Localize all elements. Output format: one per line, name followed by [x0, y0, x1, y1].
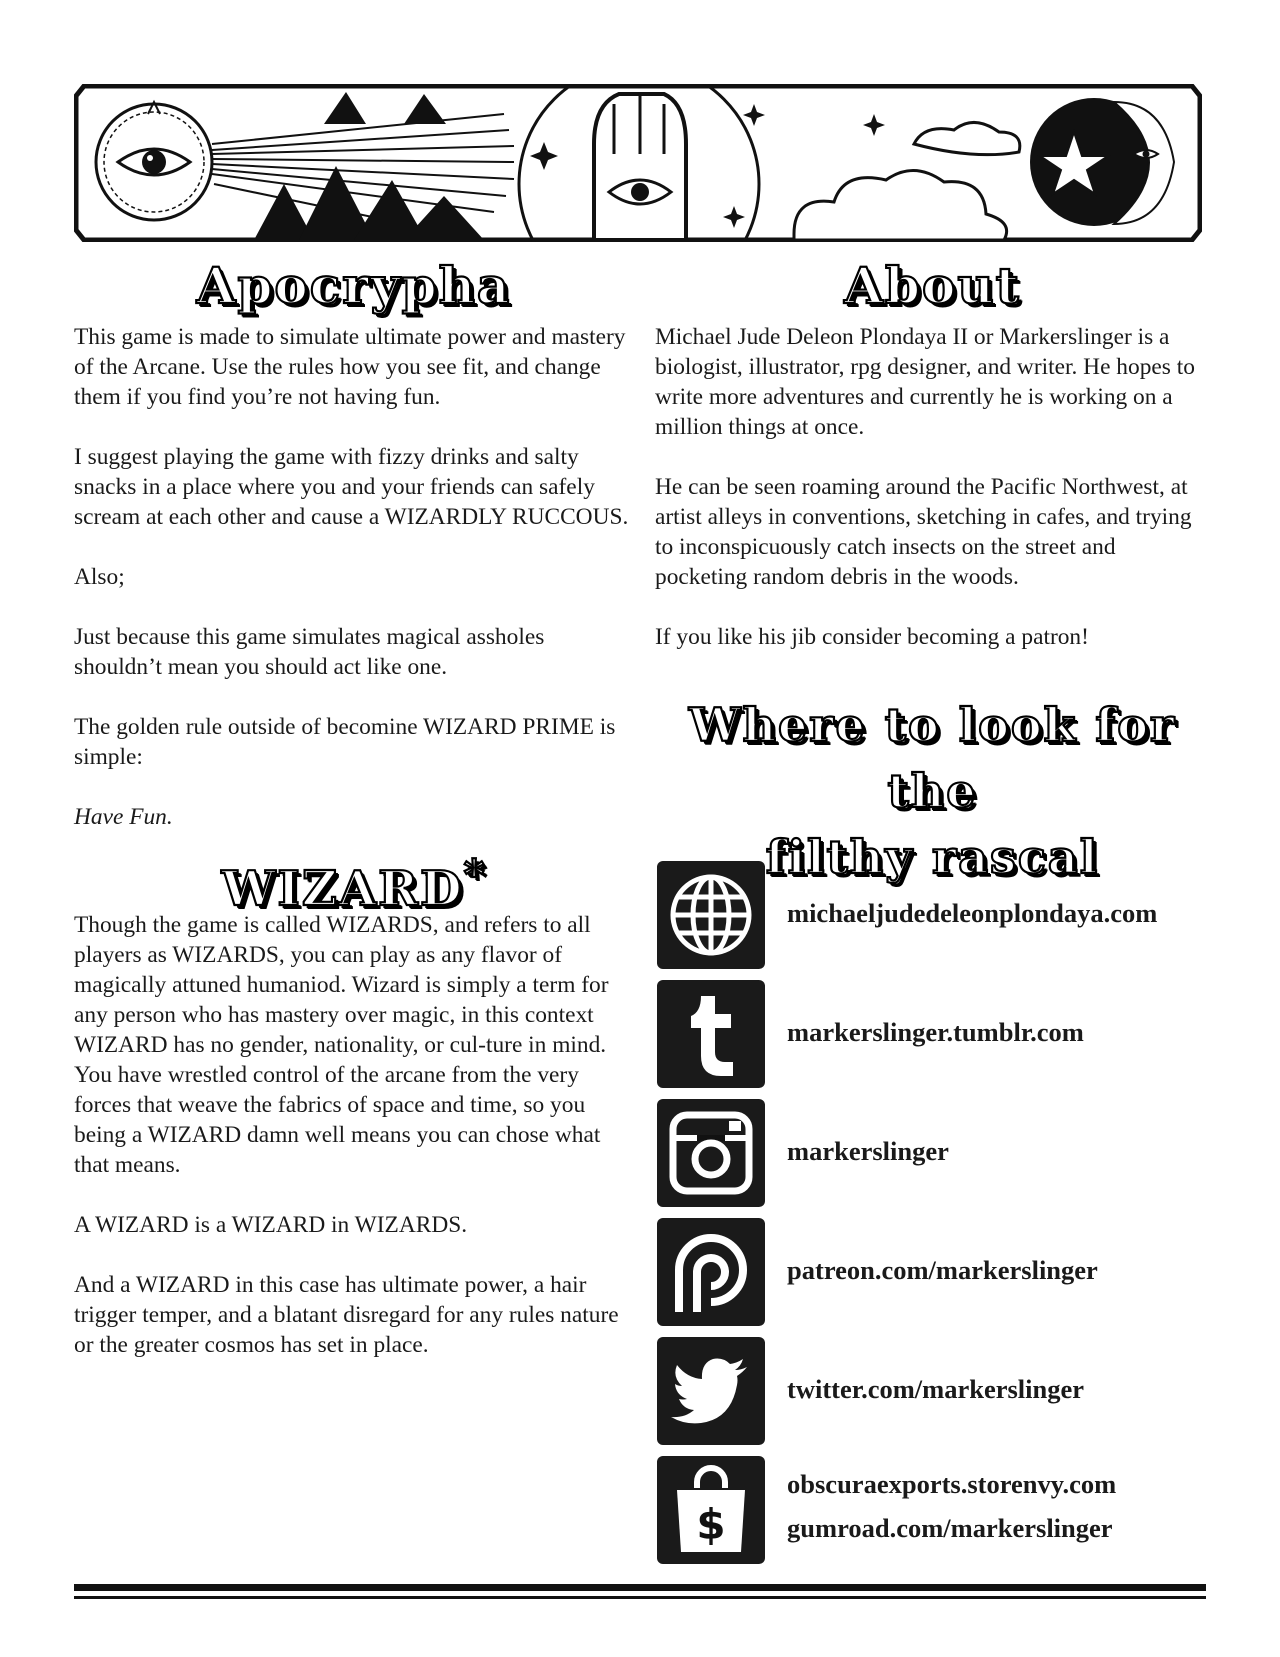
about-paragraph-2: He can be seen roaming around the Pacific Northwest, at artist alleys in conventions, sketching in cafes, and trying to inconspicuously catch insects on the street and pocketing random debris in the woods. — [655, 474, 1192, 590]
apocrypha-paragraph-5: The golden rule outside of becomine WIZARD PRIME is simple: — [74, 714, 616, 770]
link-row-website[interactable] — [657, 861, 1217, 980]
about-paragraph-1: Michael Jude Deleon Plondaya II or Markerslinger is a biologist, illustrator, rpg designer, and writer. He hopes to write more adventures and currently he is working on a million things at once. — [655, 324, 1195, 440]
heading-apocrypha: Apocrypha — [196, 256, 512, 315]
link-row-patreon[interactable] — [657, 1218, 1217, 1337]
heading-wizard-asterisk: * — [463, 851, 487, 898]
svg-text:$: $ — [696, 1500, 726, 1549]
have-fun-text: Have Fun. — [74, 804, 173, 830]
link-text-twitter[interactable]: twitter.com/markerslinger — [787, 1374, 1085, 1404]
footer-rule-thin — [74, 1596, 1206, 1599]
tumblr-icon — [657, 980, 765, 1088]
globe-icon — [657, 861, 765, 969]
link-row-shops[interactable] — [657, 1456, 1217, 1575]
heading-where-line-1: Where to look for the — [688, 698, 1177, 818]
link-text-patreon[interactable]: patreon.com/markerslinger — [787, 1255, 1098, 1285]
right-column — [655, 250, 1210, 890]
link-text-shops — [787, 1462, 1116, 1550]
instagram-icon — [657, 1099, 765, 1207]
link-text-gumroad[interactable]: gumroad.com/markerslinger — [787, 1513, 1113, 1543]
apocrypha-paragraph-1: This game is made to simulate ultimate power and mastery of the Arcane. Use the rules how you see fit, and change them if you find you’re not having fun. — [74, 324, 626, 410]
heading-about: About — [844, 256, 1021, 315]
link-text-tumblr[interactable]: markerslinger.tumblr.com — [787, 1017, 1084, 1047]
left-column — [74, 250, 634, 1390]
twitter-icon — [657, 1337, 765, 1445]
footer-rule-thick — [74, 1584, 1206, 1591]
link-text-website[interactable]: michaeljudedeleonplondaya.com — [787, 898, 1158, 928]
link-text-storenvy[interactable]: obscuraexports.storenvy.com — [787, 1469, 1117, 1499]
sun-eye-illustration — [96, 102, 212, 220]
shop-bag-icon — [657, 1456, 765, 1564]
heading-wizard-text: WIZARD — [221, 861, 464, 917]
patreon-icon — [657, 1218, 765, 1326]
link-text-instagram[interactable]: markerslinger — [787, 1136, 949, 1166]
about-paragraph-3: If you like his jib consider becoming a patron! — [655, 624, 1089, 650]
apocrypha-paragraph-6 — [74, 802, 634, 832]
wizard-paragraph-3: And a WIZARD in this case has ultimate power, a hair trigger temper, and a blatant disregard for any rules nature or the greater cosmos has set in place. — [74, 1272, 619, 1358]
link-row-tumblr[interactable] — [657, 980, 1217, 1099]
apocrypha-paragraph-2: I suggest playing the game with fizzy drinks and salty snacks in a place where you and your friends can safely scream at each other and cause a WIZARDLY RUCCOUS. — [74, 444, 629, 530]
header-illustration-banner — [74, 84, 1202, 242]
moon-star-illustration — [1030, 98, 1174, 226]
wizard-paragraph-1: Though the game is called WIZARDS, and refers to all players as WIZARDS, you can play as any flavor of magically attuned humaniod. Wizard is simply a term for any person who has mastery over magic, in this context WIZARD has no gender, nationality, or cul-ture in mind. You have wrestled control of the arcane from the very forces that weave the fabrics of space and time, so you being a WIZARD damn well means you can chose what that means. — [74, 912, 609, 1178]
contact-links-list — [657, 861, 1217, 1575]
link-row-twitter[interactable] — [657, 1337, 1217, 1456]
apocrypha-paragraph-3: Also; — [74, 564, 125, 590]
wizard-paragraph-2: A WIZARD is a WIZARD in WIZARDS. — [74, 1212, 468, 1238]
heading-wizard — [74, 840, 634, 917]
apocrypha-paragraph-4: Just because this game simulates magical assholes shouldn’t mean you should act like one. — [74, 624, 545, 680]
link-row-instagram[interactable] — [657, 1099, 1217, 1218]
heading-where-line-2: filthy rascal — [765, 830, 1100, 884]
